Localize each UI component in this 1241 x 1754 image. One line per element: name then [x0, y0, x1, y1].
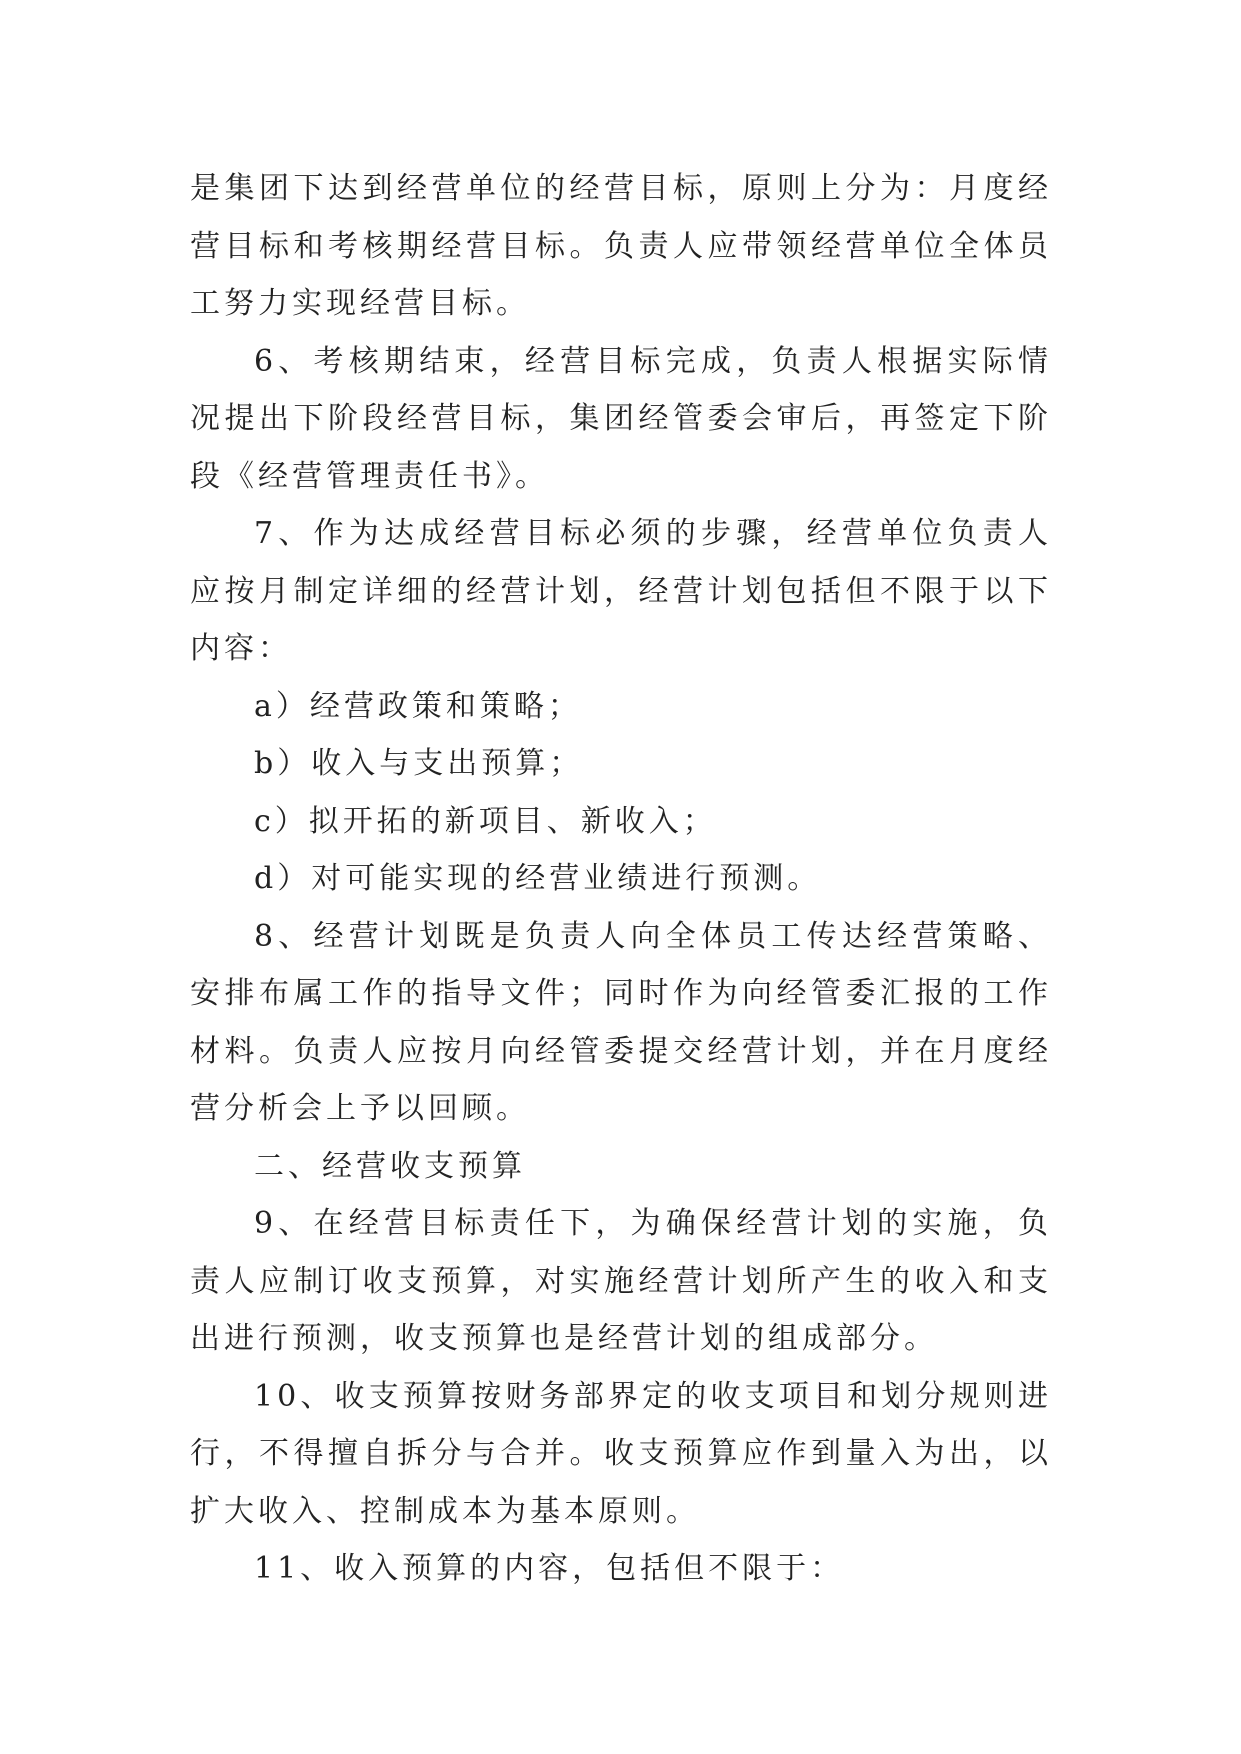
paragraph-item-9: 9、在经营目标责任下，为确保经营计划的实施，负责人应制订收支预算，对实施经营计划所产生的收入和支出进行预测，收支预算也是经营计划的组成部分。 [190, 1206, 1052, 1356]
document-body [190, 160, 1052, 1598]
paragraph-item-11: 11、收入预算的内容，包括但不限于： [254, 1551, 845, 1586]
list-item-d: d）对可能实现的经营业绩进行预测。 [254, 861, 822, 896]
paragraph-item-10: 10、收支预算按财务部界定的收支项目和划分规则进行，不得擅自拆分与合并。收支预算应作到量入为出，以扩大收入、控制成本为基本原则。 [190, 1378, 1052, 1529]
list-item-b: b）收入与支出预算； [254, 746, 584, 781]
paragraph-continuation: 是集团下达到经营单位的经营目标，原则上分为：月度经营目标和考核期经营目标。负责人应带领经营单位全体员工努力实现经营目标。 [190, 171, 1052, 321]
list-item-c: c）拟开拓的新项目、新收入； [254, 803, 717, 839]
paragraph-item-8: 8、经营计划既是负责人向全体员工传达经营策略、安排布属工作的指导文件；同时作为向经管委汇报的工作材料。负责人应按月向经管委提交经营计划，并在月度经营分析会上予以回顾。 [190, 918, 1052, 1126]
paragraph-item-6: 6、考核期结束，经营目标完成，负责人根据实际情况提出下阶段经营目标，集团经管委会审后，再签定下阶段《经营管理责任书》。 [190, 343, 1052, 494]
list-item-a: a）经营政策和策略； [254, 688, 582, 724]
paragraph-item-7: 7、作为达成经营目标必须的步骤，经营单位负责人应按月制定详细的经营计划，经营计划包括但不限于以下内容： [190, 516, 1052, 666]
section-heading: 二、经营收支预算 [254, 1148, 526, 1184]
